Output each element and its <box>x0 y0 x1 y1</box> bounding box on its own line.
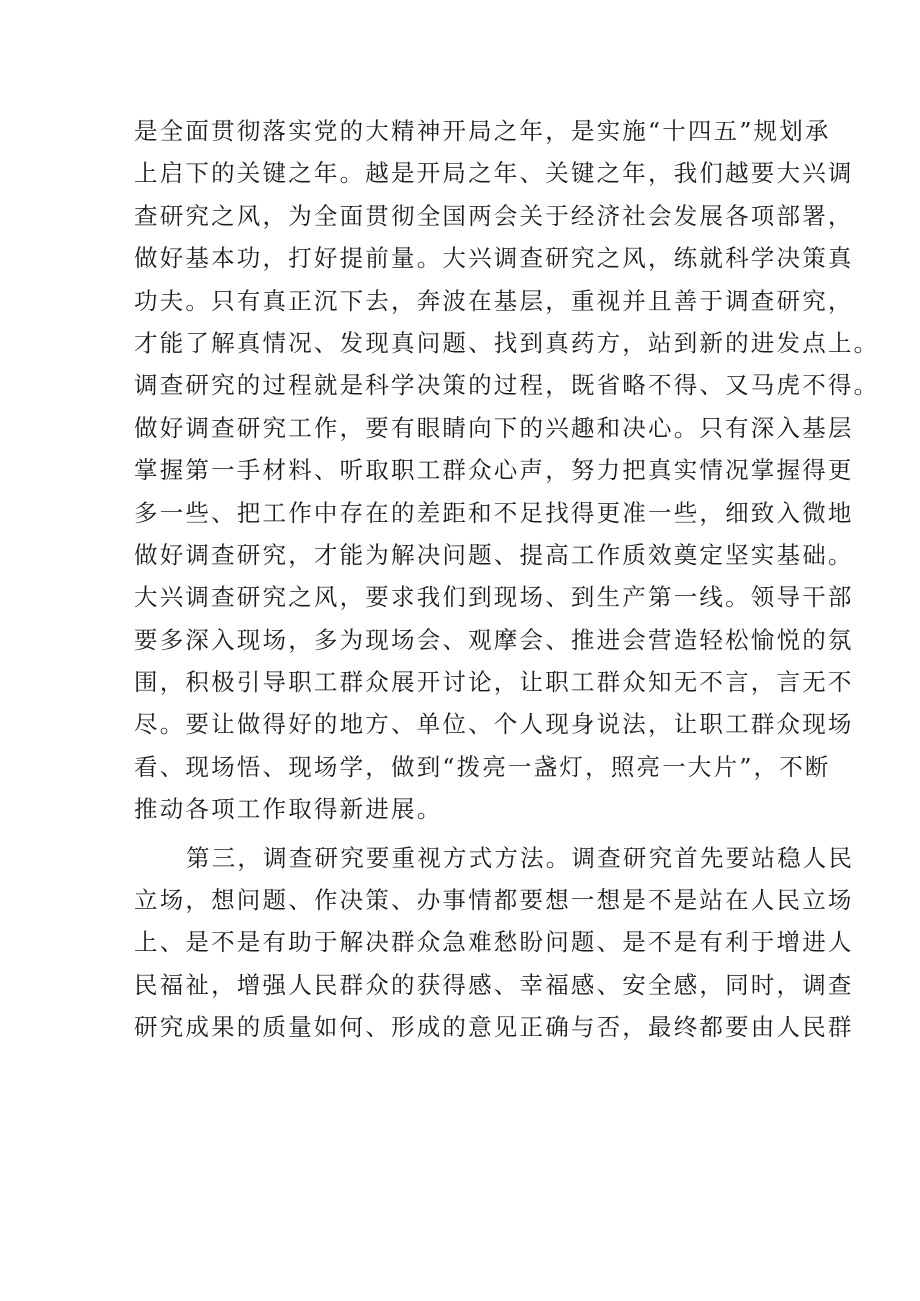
paragraph-line: 尽。要让做得好的地方、单位、个人现身说法，让职工群众现场 <box>134 710 854 739</box>
document-body <box>134 110 880 1049</box>
paragraph-line: 围，积极引导职工群众展开讨论，让职工群众知无不言，言无不 <box>134 668 854 697</box>
paragraph-line: 调查研究的过程就是科学决策的过程，既省略不得、又马虎不得。 <box>134 371 880 400</box>
paragraph-line: 多一些、把工作中存在的差距和不足找得更准一些，细致入微地 <box>134 498 854 527</box>
paragraph-line: 才能了解真情况、发现真问题、找到真药方，站到新的进发点上。 <box>134 328 880 357</box>
paragraph-line: 掌握第一手材料、听取职工群众心声，努力把真实情况掌握得更 <box>134 456 854 485</box>
paragraph-line: 研究成果的质量如何、形成的意见正确与否，最终都要由人民群 <box>134 1013 854 1042</box>
paragraph-2-first-line: 第三，调查研究要重视方式方法。调查研究首先要站稳人民 <box>186 843 855 872</box>
paragraph-line: 大兴调查研究之风，要求我们到现场、到生产第一线。领导干部 <box>134 583 854 612</box>
paragraph-line: 推动各项工作取得新进展。 <box>134 795 443 824</box>
paragraph-line: 查研究之风，为全面贯彻全国两会关于经济社会发展各项部署， <box>134 201 854 230</box>
paragraph-line: 要多深入现场，多为现场会、观摩会、推进会营造轻松愉悦的氛 <box>134 625 854 654</box>
paragraph-line: 上、是不是有助于解决群众急难愁盼问题、是不是有利于增进人 <box>134 928 854 957</box>
paragraph-line: 上启下的关键之年。越是开局之年、关键之年，我们越要大兴调 <box>134 159 854 188</box>
paragraph-line: 做好调查研究，才能为解决问题、提高工作质效奠定坚实基础。 <box>134 540 854 569</box>
paragraph-line: 做好调查研究工作，要有眼睛向下的兴趣和决心。只有深入基层 <box>134 413 854 442</box>
paragraph-line: 民福祉，增强人民群众的获得感、幸福感、安全感，同时，调查 <box>134 970 854 999</box>
paragraph-line: 功夫。只有真正沉下去，奔波在基层，重视并且善于调查研究， <box>134 286 854 315</box>
paragraph-line: 立场，想问题、作决策、办事情都要想一想是不是站在人民立场 <box>134 886 854 915</box>
paragraph-line: 是全面贯彻落实党的大精神开局之年，是实施“十四五”规划承 <box>134 117 831 145</box>
paragraph-line: 做好基本功，打好提前量。大兴调查研究之风，练就科学决策真 <box>134 244 854 273</box>
paragraph-line: 看、现场悟、现场学，做到“拨亮一盏灯，照亮一大片”，不断 <box>134 752 831 781</box>
